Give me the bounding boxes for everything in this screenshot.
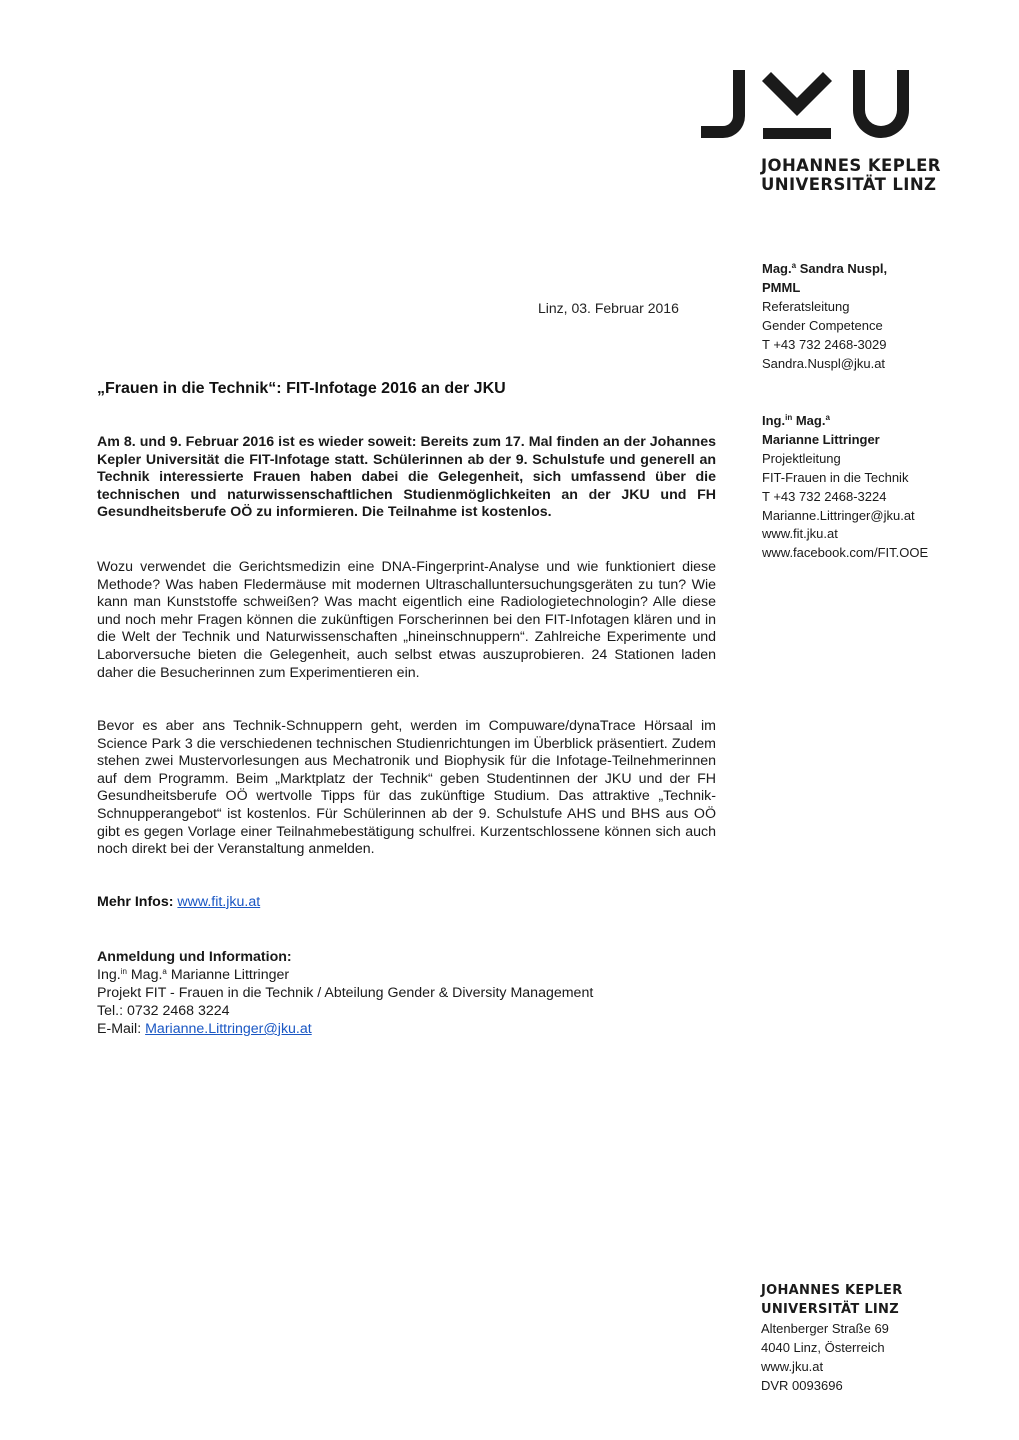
lead-paragraph: Am 8. und 9. Februar 2016 ist es wieder soweit: Bereits zum 17. Mal finden an der Johannes Kepler Universität die FIT-Infotage statt. Schülerinnen ab der 9. Schulstufe und generell an Technik interessierte Frauen haben dabei die Gelegenheit, sich umfassend über die technischen und naturwissenschaftlichen Studienmöglichkeiten an der JKU und FH Gesundheitsberufe OÖ zu informieren. Die Teilnahme ist kostenlos.	[97, 434, 716, 521]
contact2-dept: FIT-Frauen in die Technik	[762, 469, 909, 485]
footer-street: Altenberger Straße 69	[761, 1320, 889, 1336]
contact1-phone: T +43 732 2468-3029	[762, 336, 887, 352]
registration-title1: Ing.	[97, 967, 121, 983]
contact2-title1: Ing.	[762, 413, 786, 428]
contact1-role: Referatsleitung	[762, 298, 850, 314]
letter-date: Linz, 03. Februar 2016	[538, 300, 679, 316]
jku-logo	[697, 70, 949, 142]
contact2-phone: T +43 732 2468-3224	[762, 488, 887, 504]
footer-city: 4040 Linz, Österreich	[761, 1339, 885, 1355]
registration-email-label: E-Mail:	[97, 1021, 142, 1037]
registration-block	[97, 948, 593, 1038]
registration-title1-sup: in	[120, 967, 127, 976]
university-name-line2: UNIVERSITÄT LINZ	[761, 175, 937, 194]
contact1-dept: Gender Competence	[762, 317, 883, 333]
contact1-title-line	[762, 260, 887, 279]
footer-uni-line1: JOHANNES KEPLER	[761, 1283, 903, 1298]
registration-email-link[interactable]: Marianne.Littringer@jku.at	[145, 1021, 312, 1037]
contact2-title2: Mag.	[795, 413, 826, 428]
more-info-label: Mehr Infos:	[97, 894, 174, 910]
contact2-role: Projektleitung	[762, 450, 841, 466]
contact1-name: Sandra Nuspl,	[799, 261, 888, 276]
more-info-line	[97, 894, 260, 910]
contact2-web: www.fit.jku.at	[762, 526, 838, 542]
university-name	[761, 156, 941, 194]
body-paragraph-3: Bevor es aber ans Technik-Schnuppern geht, werden im Compuware/dynaTrace Hörsaal im Science Park 3 die verschiedenen technischen Studienrichtungen im Überblick präsentiert. Zudem stehen zwei Mustervorlesungen aus Mechatronik und Biophysik für die Infotage-Teilnehmerinnen auf dem Programm. Beim „Marktplatz der Technik“ geben Studentinnen der JKU und der FH Gesundheitsberufe OÖ wertvolle Tipps für das zukünftige Studium. Das attraktive „Technik-Schnupperangebot“ ist kostenlos. Für Schülerinnen ab der 9. Schulstufe AHS und BHS aus OÖ gibt es gegen Vorlage einer Teilnahmebestätigung schulfrei. Kurzentschlossene können sich auch noch direkt bei der Veranstaltung anmelden.	[97, 718, 716, 858]
more-info-link[interactable]: www.fit.jku.at	[177, 894, 261, 910]
contact-block-nuspl	[762, 260, 887, 373]
contact1-name2: PMML	[762, 279, 801, 295]
registration-email-line	[97, 1020, 593, 1038]
university-name-line1: JOHANNES KEPLER	[761, 156, 941, 175]
contact2-title-line	[762, 412, 928, 431]
press-headline: „Frauen in die Technik“: FIT-Infotage 2016 an der JKU	[97, 380, 506, 397]
contact2-email: Marianne.Littringer@jku.at	[762, 507, 915, 523]
contact2-name: Marianne Littringer	[762, 431, 880, 447]
footer-uni-line2: UNIVERSITÄT LINZ	[761, 1301, 899, 1317]
contact2-title1-sup: in	[785, 413, 793, 422]
jku-logo-mark	[697, 70, 913, 142]
registration-heading: Anmeldung und Information:	[97, 949, 292, 965]
footer-address	[761, 1282, 903, 1395]
registration-tel: Tel.: 0732 2468 3224	[97, 1003, 230, 1019]
contact1-title-sup: a	[791, 261, 797, 270]
footer-web: www.jku.at	[761, 1358, 824, 1374]
registration-name: Marianne Littringer	[170, 967, 290, 983]
registration-title2: Mag.	[130, 967, 163, 983]
registration-title2-sup: a	[162, 967, 167, 976]
contact2-title2-sup: a	[825, 413, 830, 422]
contact1-title: Mag.	[762, 261, 792, 276]
body-paragraph-2: Wozu verwendet die Gerichtsmedizin eine DNA-Fingerprint-Analyse und wie funktioniert diese Methode? Was haben Fledermäuse mit modernen Ultraschalluntersuchungsgeräten zu tun? Wie kann man Kunststoffe schweißen? Was macht eigentlich eine Radiologietechnologin? Alle diese und noch mehr Fragen können die zukünftigen Forscherinnen bei den FIT-Infotagen klären und in die Welt der Technik und Naturwissenschaften „hineinschnuppern“. Zahlreiche Experimente und Laborversuche bieten die Gelegenheit, auch selbst etwas auszuprobieren. 24 Stationen laden daher die Besucherinnen zum Experimentieren ein.	[97, 559, 716, 681]
registration-project: Projekt FIT - Frauen in die Technik / Abteilung Gender & Diversity Management	[97, 985, 594, 1001]
footer-dvr: DVR 0093696	[761, 1377, 843, 1393]
registration-name-line	[97, 966, 593, 984]
contact-block-littringer	[762, 412, 928, 563]
contact2-facebook: www.facebook.com/FIT.OOE	[762, 545, 929, 561]
contact1-email: Sandra.Nuspl@jku.at	[762, 355, 886, 371]
